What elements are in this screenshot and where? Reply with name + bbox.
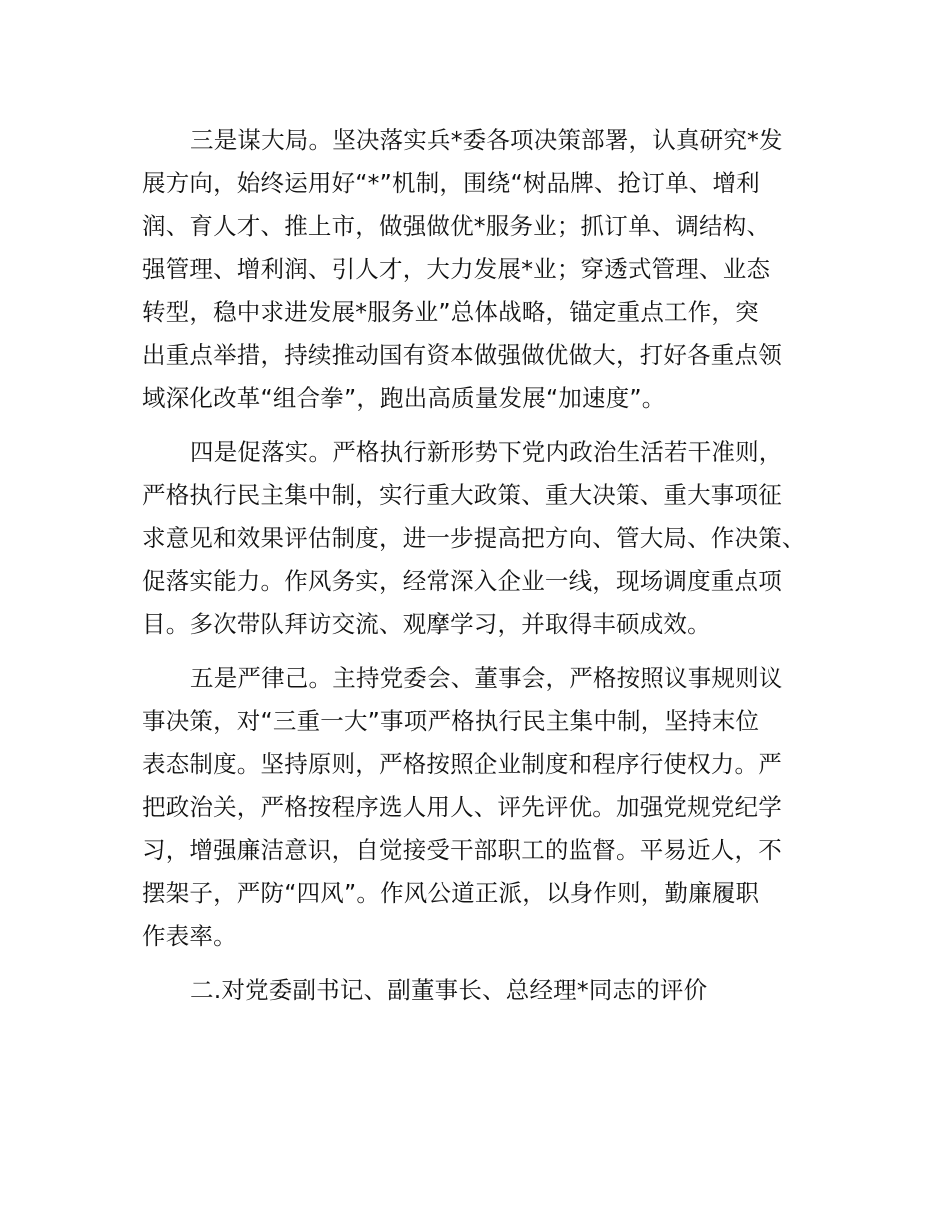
text-line: 习，增强廉洁意识，自觉接受干部职工的监督。平易近人，不 — [142, 836, 782, 864]
text-line: 摆架子，严防“四风”。作风公道正派，以身作则，勤廉履职 — [142, 879, 760, 907]
text-line: 严格执行民主集中制，实行重大政策、重大决策、重大事项征 — [142, 481, 782, 509]
text-line: 目。多次带队拜访交流、观摩学习，并取得丰硕成效。 — [142, 610, 711, 638]
text-line: 域深化改革“组合拳”，跑出高质量发展“加速度”。 — [142, 384, 666, 412]
text-line: 展方向，始终运用好“*”机制，围绕“树品牌、抢订单、增利 — [142, 169, 760, 197]
text-line: 润、育人才、推上市，做强做优*服务业；抓订单、调结构、 — [142, 212, 771, 240]
text-line: 四是促落实。严格执行新形势下党内政治生活若干准则， — [190, 438, 783, 466]
text-line: 促落实能力。作风务实，经常深入企业一线，现场调度重点项 — [142, 567, 782, 595]
text-line: 五是严律己。主持党委会、董事会，严格按照议事规则议 — [190, 664, 783, 692]
text-line: 把政治关，严格按程序选人用人、评先评优。加强党规党纪学 — [142, 793, 782, 821]
text-line: 强管理、增利润、引人才，大力发展*业；穿透式管理、业态 — [142, 255, 771, 283]
text-line: 三是谋大局。坚决落实兵*委各项决策部署，认真研究*发 — [190, 126, 783, 154]
heading-line: 二.对党委副书记、副董事长、总经理*同志的评价 — [190, 976, 708, 1004]
text-line: 表态制度。坚持原则，严格按照企业制度和程序行使权力。严 — [142, 750, 782, 778]
text-line: 求意见和效果评估制度，进一步提高把方向、管大局、作决策、 — [142, 524, 806, 552]
text-line: 转型，稳中求进发展*服务业”总体战略，锚定重点工作，突 — [142, 298, 759, 326]
text-line: 作表率。 — [142, 922, 237, 950]
text-line: 出重点举措，持续推动国有资本做强做优做大，打好各重点领 — [142, 341, 782, 369]
text-line: 事决策，对“三重一大”事项严格执行民主集中制，坚持末位 — [142, 707, 760, 735]
